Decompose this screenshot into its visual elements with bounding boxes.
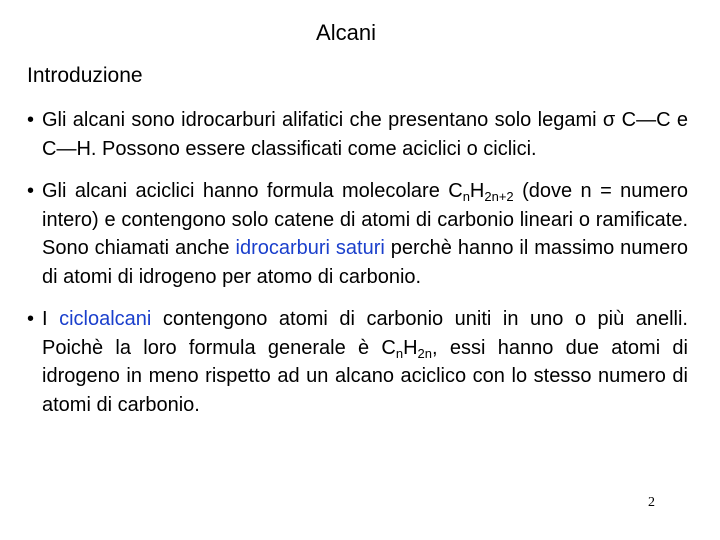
formula-subscript-n: n	[462, 189, 470, 204]
formula-subscript-2n: 2n	[417, 345, 433, 361]
bullet-3-text-d: , essi hanno due atomi di idrogeno in meno rispetto ad un alcano aciclico con lo stesso numero di atomi di carbonio.	[42, 336, 688, 416]
page-number: 2	[648, 495, 655, 510]
bullet-3-text-c: H	[403, 336, 418, 359]
bullet-2-text-b: H	[469, 180, 485, 202]
formula-subscript-n: n	[395, 345, 404, 361]
sigma-symbol: σ	[602, 109, 616, 131]
bullet-icon: •	[27, 180, 35, 202]
bullet-2-text-d: perchè hanno il massimo numero di atomi di idrogeno per atomo di carbonio.	[42, 237, 688, 288]
bullet-list	[27, 106, 688, 419]
formula-subscript-2n2: 2n+2	[484, 189, 514, 204]
bullet-icon: •	[27, 109, 35, 131]
term-cicloalcani: cicloalcani	[59, 308, 152, 330]
bullet-2-text-c: (dove n = numero intero) e contengono solo catene di atomi di carbonio lineari o ramificate. Sono chiamati anche	[42, 180, 688, 259]
bullet-icon: •	[27, 308, 35, 330]
bullet-1-text-b: C—C e C—H. Possono essere classificati come aciclici o ciclici.	[42, 109, 689, 160]
bullet-item-2	[27, 177, 688, 291]
slide-title: Alcani	[316, 20, 376, 45]
bullet-2-text-a: Gli alcani aciclici hanno formula molecolare C	[42, 180, 463, 202]
bullet-1-text-a: Gli alcani sono idrocarburi alifatici che presentano solo legami	[42, 109, 603, 131]
term-idrocarburi-saturi: idrocarburi saturi	[235, 237, 385, 259]
bullet-3-text-a: I	[42, 308, 60, 330]
section-heading: Introduzione	[27, 64, 143, 87]
bullet-item-3	[27, 305, 688, 419]
bullet-item-1	[27, 106, 688, 163]
bullet-3-text-b: contengono atomi di carbonio uniti in uno o più anelli. Poichè la loro formula generale è C	[42, 308, 688, 359]
